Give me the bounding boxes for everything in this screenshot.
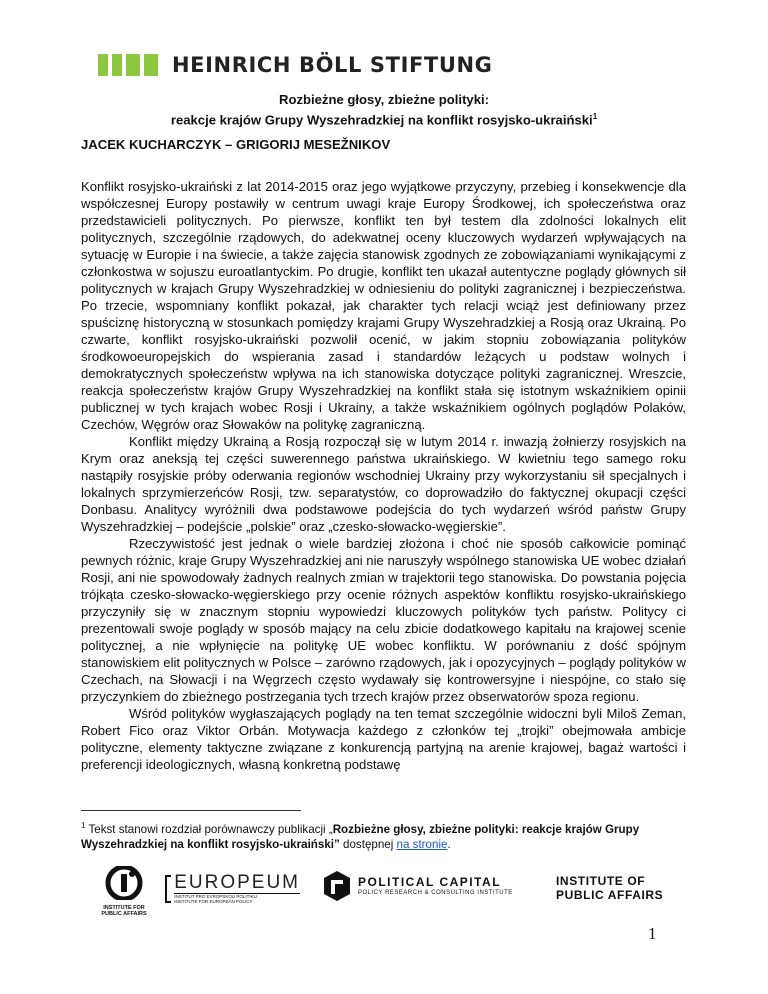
footnote: $^1$ Tekst stanowi rozdział porównawczy publikacji „Rozbieżne głosy, zbieżne polityki: reakcje krajów Grupy Wyszehradzkiej na konflikt rosyjsko-ukraiński” dostępnej na stronie. [81, 821, 640, 851]
title-line-1: Rozbieżne głosy, zbieżne polityki: [278, 92, 489, 107]
paragraph: Konflikt między Ukrainą a Rosją rozpoczął się w lutym 2014 r. inwazją żołnierzy rosyjskich na Krym oraz aneksją tej części suwerennego państwa ukraińskiego. W kwietniu tego samego roku nastąpiły rosyjskie próby oderwania regionów wschodniej Ukrainy przy wykorzystaniu sił specjalnych i lokalnych sprzymierzeńców Rosji, tzw. separatystów, co doprowadziło do faktycznej okupacji części Donbasu. Analitycy wyróżnili dwa podstawowe podejścia do tych wydarzeń wśród państw Grupy Wyszehradzkiej – podejście „polskie” oraz „czesko-słowacko-węgierskie”. [81, 434, 686, 534]
ivo-logo: INSTITUTE OF PUBLIC AFFAIRS [556, 874, 664, 902]
paragraph: Konflikt rosyjsko-ukraiński z lat 2014-2015 oraz jego wyjątkowe przyczyny, przebieg i konsekwencje dla współczesnej Europy postawiły w centrum uwagi kraje Europy Środkowej, ich społeczeństwa oraz przedstawicieli politycznych. Po pierwsze, konflikt ten był testem dla zdolności lokalnych elit politycznych, szczególnie rządowych, do adekwatnej oceny kluczowych wydarzeń wpływających na sytuację w Europie i na świecie, a także zajęcia stanowisk zgodnych ze zobowiązaniami wynikającymi z członkostwa w sojuszu euroatlantyckim. Po drugie, konflikt ten ukazał autentyczne poglądy głównych sił politycznych w krajach Grupy Wyszehradzkiej w odniesieniu do polityki zagranicznej i bezpieczeństwa. Po trzecie, wspomniany konflikt pokazał, jak charakter tych relacji wciąż jest definiowany przez spuściznę historyczną w stosunkach pomiędzy krajami Grupy Wyszehradzkiej a Rosją oraz Ukrainą. Po czwarte, konflikt rosyjsko-ukraiński pozwolił ocenić, w jakim stopniu zobowiązania polityków środkowoeuropejskich do wspierania zasad i standardów leżących u podstaw wolnych i demokratycznych społeczeństw wpływa na ich stanowiska dotyczące polityki zagranicznej. Wreszcie, reakcja społeczeństw krajów Grupy Wyszehradzkiej na konflikt stała się istotnym wskaźnikiem opinii publicznej w tych krajach wobec Rosji i Ukrainy, a także wskaźnikiem ogólnych poglądów Polaków, Czechów, Węgrów oraz Słowaków na politykę zagraniczną. [81, 179, 686, 432]
footnote-divider [81, 810, 301, 811]
partner-logos [0, 862, 768, 922]
page-number: 1 [648, 924, 657, 943]
ipa-poland-logo: INSTITUTE FOR PUBLIC AFFAIRS [96, 866, 152, 917]
footnote-mark[interactable]: 1 [592, 112, 598, 121]
green-squares-icon [98, 54, 158, 76]
europeum-logo: EUROPEUM INSTITUT PRO EVROPSKOU POLITIKU INSTITUTE FOR EUROPEAN POLICY [165, 874, 300, 904]
political-capital-logo: POLITICAL CAPITAL POLICY RESEARCH & CONSULTING INSTITUTE [322, 870, 522, 902]
heinrich-boll-logo [98, 50, 493, 80]
paragraph: Rzeczywistość jest jednak o wiele bardziej złożona i choć nie sposób całkowicie pominąć pewnych różnic, kraje Grupy Wyszehradzkiej ani nie naruszyły wspólnego stanowiska UE wobec działań Rosji, ani nie spowodowały żadnych realnych zmian w trajektorii tego stanowiska. Do powstania pojęcia trójkąta czesko-słowacko-węgierskiego przy ocenie różnych aspektów konfliktu rosyjsko-ukraińskiego przyczyniły się w znacznym stopniu wypowiedzi kluczowych polityków tych państw. Politycy ci prezentowali swoje poglądy w sposób mający na celu zbicie dodatkowego kapitału na krajowej scenie politycznej, a nie wpłynięcie na politykę UE wobec konfliktu. W porównaniu z dość spójnym stanowiskiem elit politycznych w Polsce – zarówno rządowych, jak i opozycyjnych – poglądy polityków w Czechach, na Słowacji i na Węgrzech często wydawały się kontrowersyjne i niespójne, co stało się przyczynkiem do zbieżnego postrzegania tych trzech krajów przez obserwatorów spoza regionu. [81, 536, 686, 704]
document-title [0, 91, 768, 128]
political-capital-emblem-icon [322, 870, 352, 902]
ipa-emblem-icon [104, 866, 144, 900]
body-text [81, 178, 686, 773]
authors: JACEK KUCHARCZYK – GRIGORIJ MESEŽNIKOV [81, 137, 391, 152]
logo-text: HEINRICH BÖLL STIFTUNG [172, 53, 493, 77]
paragraph: Wśród polityków wygłaszających poglądy na ten temat szczególnie widoczni byli Miloš Zeman, Robert Fico oraz Viktor Orbán. Motywacja każdego z członków tej „trojki” obejmowała ambicje polityczne, elementy taktyczne związane z konkurencją partyjną na arenie krajowej, bagaż wartości i preferencji ideologicznych, własną konkretną podstawę [81, 706, 686, 772]
europeum-bracket-icon [165, 875, 171, 903]
source-link[interactable]: na stronie [396, 837, 448, 851]
title-line-2: reakcje krajów Grupy Wyszehradzkiej na konflikt rosyjsko-ukraiński$^1$ [170, 112, 598, 128]
